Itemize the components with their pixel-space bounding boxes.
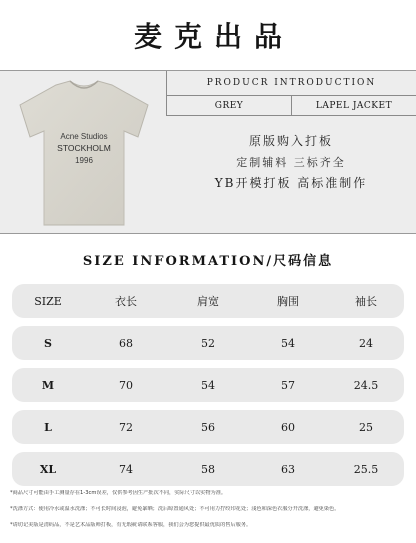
style-value: LAPEL JACKET (291, 96, 416, 115)
product-description (166, 131, 416, 194)
table-cell: 57 (281, 378, 295, 392)
table-cell: 72 (119, 420, 133, 434)
table-row (12, 452, 404, 486)
shirt-print-line-3: 1996 (75, 156, 93, 165)
note-line: *请切记美版是清码品，不是艺术品版师打板，有无瑕疵请联系客服，我们会为您提供最优质的售后服务。 (10, 522, 252, 528)
table-cell: L (44, 420, 52, 434)
column-header: SIZE (34, 294, 62, 308)
product-info (166, 71, 416, 235)
tshirt-illustration (8, 75, 160, 231)
column-header: 胸围 (277, 295, 299, 308)
table-row (12, 410, 404, 444)
table-cell: 52 (201, 336, 215, 350)
note-line: *洗涤方式：使用冷水或温水洗涤；不可长时间浸泡，避免暴晒；洗后晾置通风处；不可用力拧绞印花处；浅色和深色衣服分开洗涤，避免染色。 (10, 506, 340, 512)
column-header: 肩宽 (197, 295, 219, 308)
column-header: 袖长 (355, 295, 377, 308)
table-header-row (12, 284, 404, 318)
table-row (12, 326, 404, 360)
care-notes (10, 490, 410, 538)
brand-title: 麦克出品 (133, 20, 294, 53)
table-cell: 54 (281, 336, 295, 350)
header (0, 0, 416, 70)
intro-label: PRODUCR INTRODUCTION (166, 71, 416, 96)
table-cell: 54 (201, 378, 215, 392)
variant-row (166, 96, 416, 116)
table-cell: 25 (359, 420, 373, 434)
table-cell: 74 (119, 462, 133, 476)
table-cell: 63 (281, 462, 295, 476)
shirt-print-line-2: STOCKHOLM (57, 143, 111, 153)
table-row (12, 368, 404, 402)
table-cell: 24.5 (353, 378, 379, 392)
description-line: YB开模打板 高标准制作 (214, 176, 368, 190)
description-line: 定制辅料 三标齐全 (236, 156, 346, 169)
table-cell: 70 (119, 378, 133, 392)
note-line: *商品尺寸可能由手工测量存在1-3cm误差，仅供参考因生产批次不同，实际尺寸以实物为准。 (10, 490, 227, 496)
table-cell: S (44, 336, 52, 350)
shirt-print-line-1: Acne Studios (60, 132, 108, 141)
size-info-title: SIZE INFORMATION/尺码信息 (82, 254, 334, 269)
table-cell: 60 (281, 420, 295, 434)
product-image (8, 75, 160, 231)
table-cell: 56 (201, 420, 215, 434)
table-cell: 25.5 (353, 462, 379, 476)
table-cell: 58 (201, 462, 215, 476)
description-line: 原版购入打板 (248, 134, 333, 148)
color-value: GREY (214, 100, 244, 111)
table-cell: 24 (359, 336, 373, 350)
table-cell: XL (39, 462, 57, 476)
table-cell: M (41, 378, 55, 392)
column-header: 衣长 (115, 295, 137, 308)
product-panel (0, 70, 416, 234)
table-cell: 68 (119, 336, 133, 350)
